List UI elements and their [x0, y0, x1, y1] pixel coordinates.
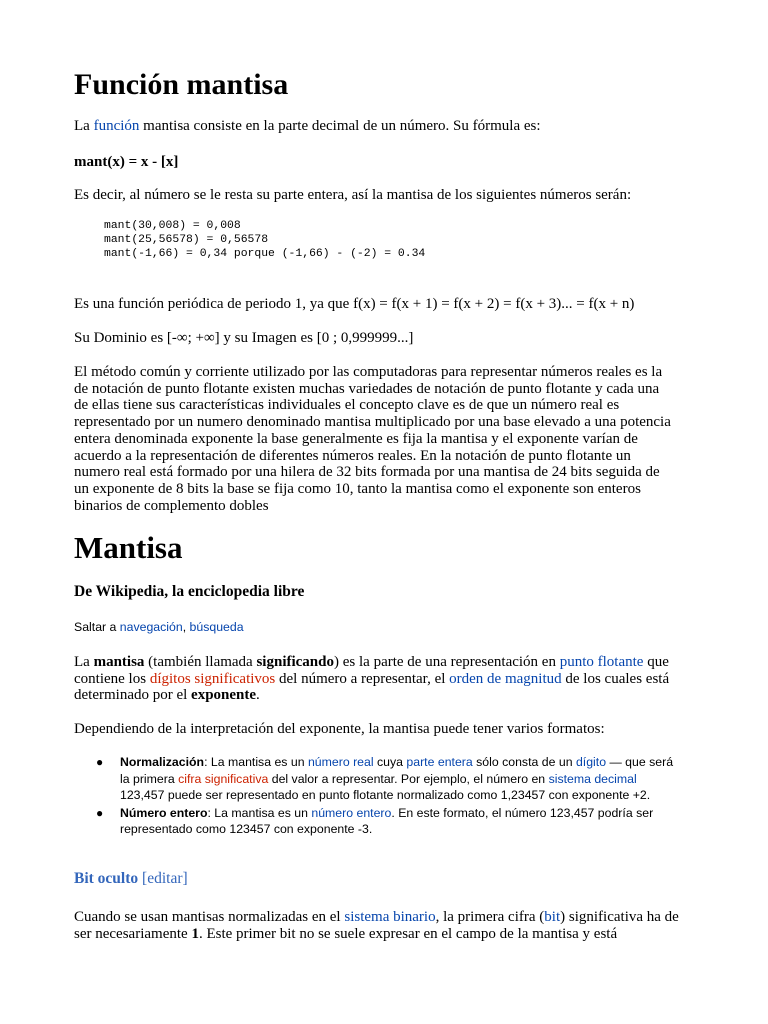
text: ]: [182, 870, 188, 887]
link-digitos-significativos[interactable]: dígitos significativos: [149, 670, 276, 687]
floating-point-paragraph: [74, 364, 671, 514]
paragraph-line: un exponente de 8 bits la base se fija como 10, tanto la mantisa como el exponente son enteros: [74, 480, 641, 497]
bit-oculto-paragraph: [74, 909, 690, 942]
section-title-mantisa: Mantisa: [74, 530, 183, 565]
formula: mant(x) = x - [x]: [74, 154, 179, 170]
text: [: [138, 870, 148, 887]
link-busqueda[interactable]: búsqueda: [189, 620, 244, 634]
text: La: [74, 654, 94, 670]
wikipedia-subtitle: De Wikipedia, la enciclopedia libre: [74, 583, 305, 600]
text: La: [74, 118, 94, 134]
code-line: mant(30,008) = 0,008: [104, 220, 241, 232]
text: cuya: [373, 755, 407, 769]
text: ,: [182, 620, 190, 634]
section-heading-bit-oculto: [74, 871, 188, 888]
paragraph-line: de notación de punto flotante existen muchas variedades de notación de punto flotante y cada una: [74, 380, 660, 397]
link-punto-flotante[interactable]: punto flotante: [559, 654, 644, 670]
text: : La mantisa es un: [204, 755, 308, 769]
bullet-icon: ●: [96, 755, 104, 769]
link-numero-real[interactable]: número real: [307, 755, 374, 769]
link-navegacion[interactable]: navegación: [119, 620, 183, 634]
bold-term: mantisa: [93, 654, 145, 670]
link-orden-de-magnitud[interactable]: orden de magnitud: [449, 670, 562, 687]
text: .: [256, 687, 260, 704]
text: Cuando se usan mantisas normalizadas en el: [74, 909, 345, 925]
list-item: [74, 754, 684, 804]
bold-term: significando: [256, 654, 334, 670]
section-title-funcion-mantisa: Función mantisa: [74, 68, 289, 101]
formats-intro: Dependiendo de la interpretación del exponente, la mantisa puede tener varios formatos:: [74, 721, 605, 737]
heading-text: Bit oculto: [74, 870, 139, 887]
code-line: mant(-1,66) = 0,34 porque (-1,66) - (-2) = 0.34: [104, 248, 426, 260]
text: que contiene los: [74, 654, 669, 687]
intro-paragraph: [74, 118, 541, 135]
text: . En este formato, el número 123,457 podría ser representado como 123457 con exponente -3.: [120, 805, 654, 836]
definition-paragraph: [74, 654, 690, 704]
paragraph-line: de ellas tiene sus características individuales el concepto clave es de que un número real es: [74, 397, 620, 414]
text: — que será la primera: [120, 755, 674, 786]
link-digito[interactable]: dígito: [575, 755, 607, 769]
link-funcion[interactable]: función: [93, 118, 140, 134]
bold-term: exponente: [191, 687, 257, 704]
text: (también llamada: [144, 654, 257, 670]
explain-paragraph: Es decir, al número se le resta su parte entera, así la mantisa de los siguientes números serán:: [74, 187, 632, 203]
code-line: mant(25,56578) = 0,56578: [104, 234, 269, 246]
paragraph-line: entera denominada exponente la base generalmente es fija la mantisa y el exponente varían de: [74, 430, 638, 447]
text: ) significativa ha de ser necesariamente: [74, 909, 679, 942]
text: mantisa consiste en la parte decimal de un número. Su fórmula es:: [139, 118, 541, 134]
link-sistema-binario[interactable]: sistema binario: [344, 909, 436, 925]
paragraph-line: representado por un numero denominado mantisa multiplicado por una base elevado a una potencia: [74, 414, 671, 431]
link-numero-entero[interactable]: número entero: [311, 805, 392, 820]
edit-link[interactable]: editar: [147, 870, 183, 887]
bold-term: Normalización: [120, 755, 205, 769]
jump-links: [74, 619, 244, 636]
text: del valor a representar. Por ejemplo, el número en: [268, 771, 549, 786]
text: ) es la parte de una representación en: [334, 654, 560, 670]
text: Saltar a: [74, 620, 120, 634]
domain-paragraph: Su Dominio es [-∞; +∞] y su Imagen es [0 ; 0,999999...]: [74, 330, 414, 346]
text: 123,457 puede ser representado en punto flotante normalizado como 1,23457 con exponente +2.: [120, 788, 651, 802]
link-sistema-decimal[interactable]: sistema decimal: [548, 771, 637, 786]
periodic-paragraph: Es una función periódica de periodo 1, ya que f(x) = f(x + 1) = f(x + 2) = f(x + 3)... = f(x + n): [74, 296, 635, 312]
bold-term: 1: [191, 925, 199, 942]
paragraph-line: El método común y corriente utilizado por las computadoras para representar números reales es la: [74, 364, 663, 380]
paragraph-line: acuerdo a la representación de diferentes números reales. En la notación de punto flotante un: [74, 447, 631, 464]
link-cifra-significativa[interactable]: cifra significativa: [178, 771, 269, 786]
paragraph-line: numero real está formado por una hilera de 32 bits formada por una mantisa de 24 bits seguida de: [74, 464, 660, 481]
text: . Este primer bit no se suele expresar en el campo de la mantisa y está: [198, 925, 618, 942]
text: : La mantisa es un: [207, 805, 312, 820]
bullet-icon: ●: [96, 805, 104, 820]
formats-list: [74, 754, 684, 839]
text: , la primera cifra (: [435, 909, 545, 925]
link-parte-entera[interactable]: parte entera: [406, 755, 473, 769]
paragraph-line: binarios de complemento dobles: [74, 497, 269, 514]
text: sólo consta de un: [472, 755, 576, 769]
bold-term: Número entero: [120, 805, 208, 820]
text: del número a representar, el: [275, 670, 450, 687]
text: de los cuales está determinado por el: [74, 670, 670, 704]
list-item: [74, 805, 684, 838]
link-bit[interactable]: bit: [544, 909, 561, 925]
